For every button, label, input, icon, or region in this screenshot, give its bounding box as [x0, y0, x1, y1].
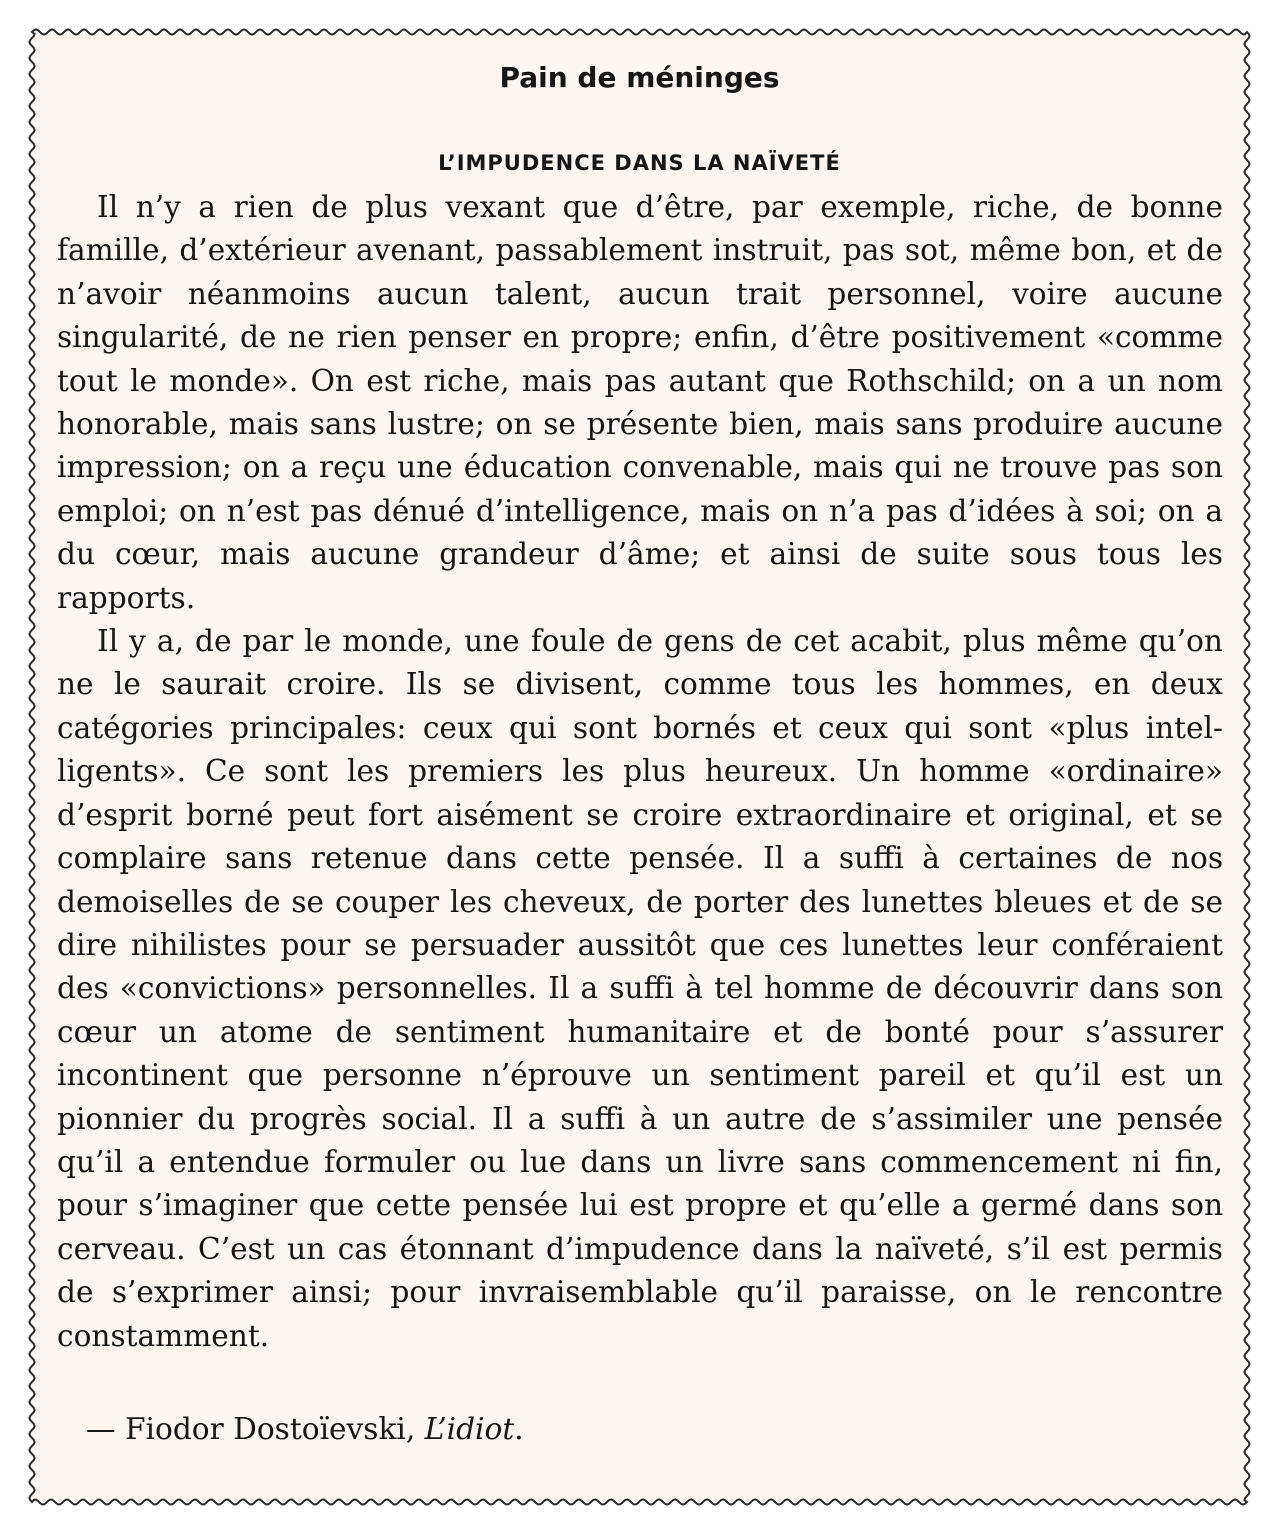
card-heading: Pain de méninges	[499, 61, 780, 94]
excerpt-card	[44, 44, 1235, 1490]
excerpt-paragraph: Il n’y a rien de plus vexant que d’être, par exemple, riche, de bonne famille, d’extérieur avenant, passablement instruit, pas sot, même bon, et de n’avoir néanmoins aucun talent, aucun trait personnel, voire aucune singularité, de ne rien penser en propre; enfin, d’être positivement «comme tout le monde». On est riche, mais pas autant que Rothschild; on a un nom honorable, mais sans lustre; on se présente bien, mais sans produire aucune impression; on a reçu une éducation convenable, mais qui ne trouve pas son emploi; on n’est pas dénué d’intelligence, mais on n’a pas d’idées à soi; on a du cœur, mais aucune grandeur d’âme; et ainsi de suite sous tous les rapports.	[57, 190, 1223, 615]
attribution-author: — Fiodor Dostoïevski,	[86, 1412, 425, 1446]
attribution-period: .	[514, 1412, 524, 1446]
attribution	[86, 1408, 524, 1451]
excerpt-body	[57, 186, 1223, 1358]
excerpt-title: L’IMPUDENCE DANS LA NAÏVETÉ	[438, 151, 841, 175]
attribution-work-title: L’idiot	[424, 1412, 515, 1446]
excerpt-paragraph: Il y a, de par le monde, une foule de gens de cet acabit, plus même qu’on ne le saurait croire. Ils se divisent, comme tous les hommes, en deux catégories principales: ceux qui sont bornés et ceux qui sont «plus intelligents». Ce sont les premiers les plus heureux. Un homme «ordinaire» d’esprit borné peut fort aisément se croire extraordinaire et original, et se complaire sans retenue dans cette pensée. Il a suffi à certaines de nos demoiselles de se couper les cheveux, de porter des lunettes bleues et de se dire nihilistes pour se persuader aussitôt que ces lunettes leur conféraient des «convictions» personnelles. Il a suffi à tel homme de découvrir dans son cœur un atome de sentiment humanitaire et de bonté pour s’assurer incontinent que personne n’éprouve un sentiment pareil et qu’il est un pionnier du progrès social. Il a suffi à un autre de s’assimiler une pensée qu’il a entendue formuler ou lue dans un livre sans commencement ni fin, pour s’imaginer que cette pensée lui est propre et qu’elle a germé dans son cerveau. C’est un cas étonnant d’impudence dans la naïveté, s’il est permis de s’exprimer ainsi; pour invraisemblable qu’il paraisse, on le rencontre constamment.	[57, 624, 1223, 1353]
